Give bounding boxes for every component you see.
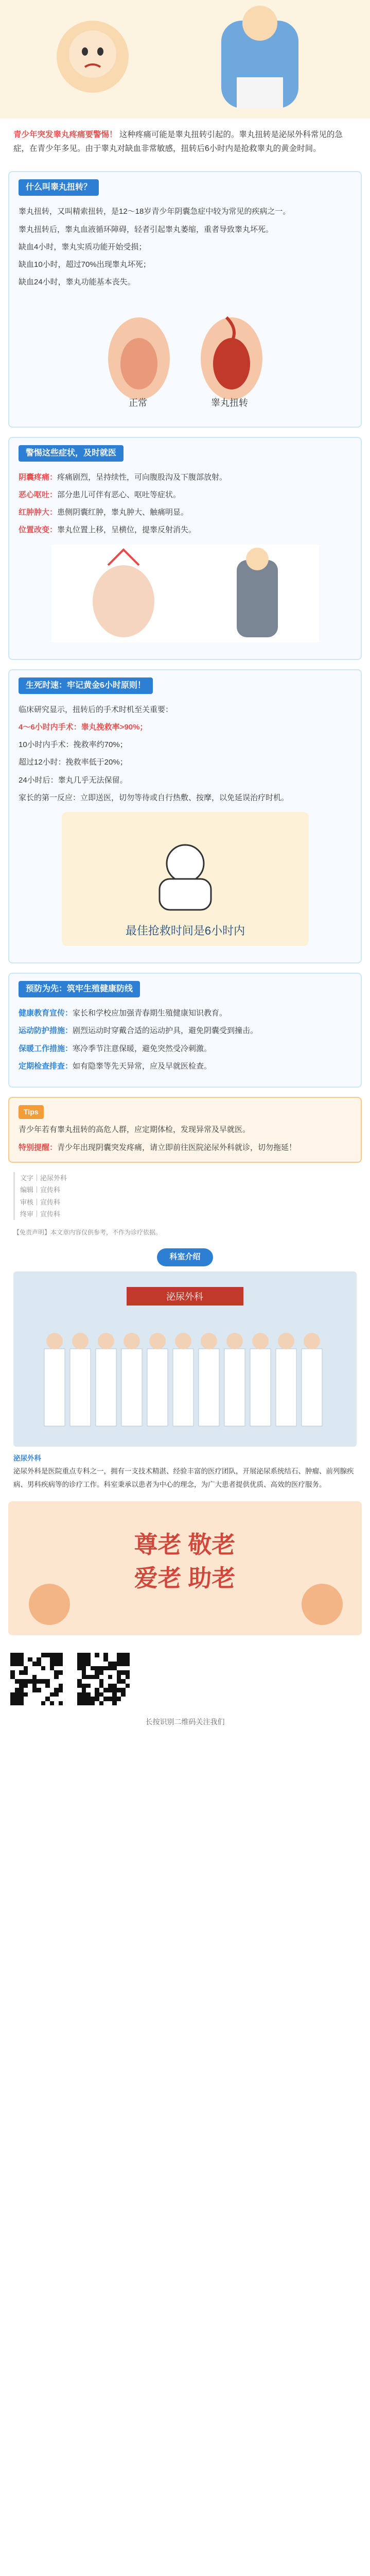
section-paragraph: 缺血24小时，睾丸功能基本丧失。 xyxy=(19,278,135,287)
qr-module xyxy=(86,1662,91,1666)
qr-module xyxy=(37,1679,41,1684)
article-credits xyxy=(13,1172,357,1221)
qr-module xyxy=(108,1697,113,1701)
qr-module xyxy=(59,1701,63,1706)
qr-module xyxy=(82,1657,86,1662)
qr-module xyxy=(10,1662,15,1666)
qr-module xyxy=(10,1675,15,1680)
qr-code[interactable] xyxy=(75,1651,132,1707)
poster-line2: 爱老 助老 xyxy=(134,1565,236,1592)
dept-header-label: 科室介绍 xyxy=(157,1248,213,1266)
qr-module xyxy=(82,1670,86,1675)
qr-module xyxy=(99,1666,104,1671)
intro-paragraph xyxy=(0,118,370,162)
section-paragraph: 睾丸扭转，又叫精索扭转，是12～18岁青少年阴囊急症中较为常见的疾病之一。 xyxy=(19,207,291,216)
diagram-label-torsion: 睾丸扭转 xyxy=(210,397,248,408)
qr-module xyxy=(54,1653,59,1657)
qr-module xyxy=(82,1697,86,1701)
qr-module xyxy=(19,1684,24,1688)
dept-name: 泌尿外科 xyxy=(13,1454,41,1462)
qr-module xyxy=(59,1662,63,1666)
dept-team-photo xyxy=(13,1272,357,1447)
section-paragraph: 4～6小时内手术：睾丸挽救率>90%； xyxy=(19,722,148,732)
qr-module xyxy=(77,1697,82,1701)
qr-module xyxy=(77,1692,82,1697)
qr-module xyxy=(19,1701,24,1706)
qr-module xyxy=(121,1662,126,1666)
qr-module xyxy=(19,1657,24,1662)
qr-module xyxy=(77,1666,82,1671)
qr-module xyxy=(117,1679,121,1684)
qr-module xyxy=(54,1692,59,1697)
qr-module xyxy=(10,1670,15,1675)
qr-module xyxy=(91,1666,95,1671)
qr-module xyxy=(19,1688,24,1692)
qr-module xyxy=(117,1657,121,1662)
qr-module xyxy=(24,1692,28,1697)
qr-module xyxy=(117,1688,121,1692)
prevention-item: 健康教育宣传：家长和学校应加强青春期生殖健康知识教育。 xyxy=(19,1009,227,1018)
qr-module xyxy=(103,1688,108,1692)
qr-module xyxy=(117,1670,121,1675)
qr-module xyxy=(15,1701,20,1706)
symptom-item: 恶心呕吐：部分患儿可伴有恶心、呕吐等症状。 xyxy=(19,490,181,499)
qr-module xyxy=(95,1666,99,1671)
tips-special: 特别提醒：青少年出现阴囊突发疼痛，请立即前往医院泌尿外科就诊，切勿拖延！ xyxy=(19,1143,297,1152)
qr-module xyxy=(15,1697,20,1701)
qr-module xyxy=(108,1688,113,1692)
prevention-item: 保暖工作措施：寒冷季节注意保暖，避免突然受冷刺激。 xyxy=(19,1044,212,1053)
qr-module xyxy=(54,1657,59,1662)
qr-module xyxy=(19,1692,24,1697)
qr-module xyxy=(112,1666,117,1671)
qr-module xyxy=(15,1692,20,1697)
qr-module xyxy=(32,1688,37,1692)
qr-module xyxy=(86,1701,91,1706)
qr-module xyxy=(19,1679,24,1684)
qr-module xyxy=(99,1670,104,1675)
credit-line: 终审｜宣传科 xyxy=(20,1210,61,1218)
qr-module xyxy=(45,1679,50,1684)
credit-line: 文字｜泌尿外科 xyxy=(20,1174,67,1182)
section-paragraph: 24小时后：睾丸几乎无法保留。 xyxy=(19,775,128,785)
qr-module xyxy=(24,1670,28,1675)
section-what-is xyxy=(8,171,362,427)
section-title: 预防为先：筑牢生殖健康防线 xyxy=(19,981,140,997)
dept-banner-text: 泌尿外科 xyxy=(166,1291,203,1302)
tips-box xyxy=(8,1097,362,1163)
dept-header xyxy=(8,1248,362,1266)
qr-module xyxy=(82,1675,86,1680)
qr-module xyxy=(15,1657,20,1662)
qr-module xyxy=(45,1653,50,1657)
qr-module xyxy=(77,1653,82,1657)
tips-text: 青少年若有睾丸扭转的高危人群，应定期体检，发现异常及早就医。 xyxy=(19,1125,251,1134)
qr-module xyxy=(126,1657,130,1662)
respect-elderly-poster xyxy=(8,1501,362,1635)
section-paragraph: 家长的第一反应：立即送医，切勿等待或自行热敷、按摩，以免延误治疗时机。 xyxy=(19,793,289,802)
qr-module xyxy=(99,1684,104,1688)
qr-module xyxy=(117,1662,121,1666)
qr-module xyxy=(112,1662,117,1666)
qr-module xyxy=(28,1679,32,1684)
qr-module xyxy=(95,1692,99,1697)
section-symptoms xyxy=(8,437,362,660)
qr-module xyxy=(126,1670,130,1675)
qr-module xyxy=(15,1679,20,1684)
qr-module xyxy=(91,1697,95,1701)
qr-module xyxy=(108,1666,113,1671)
qr-module xyxy=(28,1657,32,1662)
qr-module xyxy=(24,1679,28,1684)
qr-module xyxy=(15,1688,20,1692)
section-paragraph: 超过12小时：挽救率低于20%； xyxy=(19,758,128,767)
qr-module xyxy=(82,1653,86,1657)
section-paragraph: 临床研究显示，扭转后的手术时机至关重要： xyxy=(19,705,173,714)
qr-module xyxy=(121,1679,126,1684)
qr-module xyxy=(95,1688,99,1692)
qr-module xyxy=(126,1662,130,1666)
credit-line: 编辑｜宣传科 xyxy=(20,1186,61,1194)
qr-module xyxy=(99,1701,104,1706)
qr-module xyxy=(126,1684,130,1688)
qr-module xyxy=(82,1684,86,1688)
qr-module xyxy=(59,1688,63,1692)
qr-module xyxy=(32,1675,37,1680)
qr-module xyxy=(32,1684,37,1688)
qr-module xyxy=(126,1675,130,1680)
qr-module xyxy=(41,1666,46,1671)
qr-module xyxy=(32,1679,37,1684)
credit-line: 审核｜宣传科 xyxy=(20,1198,61,1206)
qr-code[interactable] xyxy=(8,1651,65,1707)
intro-text: 这种疼痛可能是睾丸扭转引起的。睾丸扭转是泌尿外科常见的急症，在青少年多见。由于睾丸对缺血非常敏感，扭转后6小时内是抢救睾丸的黄金时间。 xyxy=(13,130,343,154)
testis-diagram xyxy=(19,297,351,410)
qr-module xyxy=(45,1684,50,1688)
qr-module xyxy=(10,1657,15,1662)
qr-module xyxy=(77,1684,82,1688)
qr-module xyxy=(54,1688,59,1692)
section-title: 警惕这些症状，及时就医 xyxy=(19,445,124,462)
qr-module xyxy=(19,1670,24,1675)
qr-module xyxy=(77,1701,82,1706)
qr-module xyxy=(117,1697,121,1701)
symptom-item: 位置改变：睾丸位置上移，呈横位，提睾反射消失。 xyxy=(19,526,197,535)
qr-module xyxy=(121,1688,126,1692)
qr-module xyxy=(103,1657,108,1662)
symptom-item: 阴囊疼痛：疼痛剧烈，呈持续性，可向腹股沟及下腹部放射。 xyxy=(19,472,227,482)
qr-module xyxy=(19,1653,24,1657)
qr-module xyxy=(121,1692,126,1697)
qr-module xyxy=(112,1692,117,1697)
qr-module xyxy=(82,1692,86,1697)
qr-module xyxy=(54,1662,59,1666)
qr-module xyxy=(91,1675,95,1680)
qr-module xyxy=(41,1679,46,1684)
qr-module xyxy=(99,1679,104,1684)
qr-module xyxy=(112,1688,117,1692)
qr-module xyxy=(103,1666,108,1671)
prevention-item: 运动防护措施：剧烈运动时穿戴合适的运动护具，避免阴囊受到撞击。 xyxy=(19,1026,258,1036)
qr-module xyxy=(126,1653,130,1657)
qr-module xyxy=(86,1697,91,1701)
qr-module xyxy=(82,1666,86,1671)
qr-module xyxy=(82,1688,86,1692)
qr-module xyxy=(50,1653,55,1657)
qr-module xyxy=(95,1670,99,1675)
diagram-label-normal: 正常 xyxy=(128,397,147,408)
poster-line1: 尊老 敬老 xyxy=(134,1531,236,1558)
qr-module xyxy=(99,1692,104,1697)
intro-highlight: 青少年突发睾丸疼痛要警惕！ xyxy=(13,130,117,139)
qr-module xyxy=(24,1684,28,1688)
qr-module xyxy=(77,1657,82,1662)
qr-module xyxy=(95,1675,99,1680)
qr-module xyxy=(82,1701,86,1706)
qr-module xyxy=(108,1675,113,1680)
tips-tag: Tips xyxy=(19,1105,44,1119)
footer xyxy=(0,1646,370,1744)
qr-module xyxy=(37,1657,41,1662)
qr-module xyxy=(50,1692,55,1697)
qr-module xyxy=(121,1670,126,1675)
footer-caption: 长按识别二维码关注我们 xyxy=(145,1718,225,1726)
qr-module xyxy=(108,1684,113,1688)
disclaimer: 【免责声明】本文章内容仅供参考，不作为诊疗依据。 xyxy=(13,1229,162,1236)
qr-module xyxy=(59,1670,63,1675)
qr-module xyxy=(10,1701,15,1706)
qr-module xyxy=(77,1679,82,1684)
qr-module xyxy=(41,1701,46,1706)
qr-module xyxy=(86,1653,91,1657)
qr-module xyxy=(59,1653,63,1657)
qr-module xyxy=(10,1697,15,1701)
section-paragraph: 10小时内手术：挽救率约70%； xyxy=(19,740,128,749)
qr-module xyxy=(50,1701,55,1706)
qr-module xyxy=(10,1692,15,1697)
prevention-item: 定期检查排查：如有隐睾等先天异常，应及早就医检查。 xyxy=(19,1061,212,1071)
qr-module xyxy=(121,1653,126,1657)
qr-module xyxy=(77,1662,82,1666)
qr-module xyxy=(54,1675,59,1680)
qr-module xyxy=(19,1697,24,1701)
qr-module xyxy=(86,1675,91,1680)
qr-module xyxy=(95,1653,99,1657)
qr-module xyxy=(32,1662,37,1666)
section-title: 生死时速：牢记黄金6小时原则！ xyxy=(19,677,153,694)
qr-module xyxy=(86,1657,91,1662)
qr-module xyxy=(59,1684,63,1688)
qr-module xyxy=(37,1688,41,1692)
qr-module xyxy=(117,1675,121,1680)
section-golden-time xyxy=(8,669,362,964)
qr-module xyxy=(108,1662,113,1666)
qr-module xyxy=(95,1697,99,1701)
symptom-illustration xyxy=(19,545,351,642)
qr-module xyxy=(50,1662,55,1666)
qr-module xyxy=(15,1662,20,1666)
qr-module xyxy=(50,1666,55,1671)
qr-module xyxy=(91,1701,95,1706)
hero-illustration xyxy=(0,0,370,118)
qr-module xyxy=(103,1653,108,1657)
golden-time-illustration xyxy=(19,812,351,946)
qr-module xyxy=(103,1697,108,1701)
qr-module xyxy=(121,1657,126,1662)
qr-module xyxy=(45,1697,50,1701)
qr-module xyxy=(19,1662,24,1666)
qr-module xyxy=(82,1662,86,1666)
qr-module xyxy=(15,1653,20,1657)
dept-text: 泌尿外科是医院重点专科之一，拥有一支技术精湛、经验丰富的医疗团队，开展泌尿系统结石、肿瘤、前列腺疾病、男科疾病等的诊疗工作。科室秉承以患者为中心的理念，为广大患者提供优质、高效的医疗服务。 xyxy=(13,1467,354,1488)
section-paragraph: 缺血10小时，超过70%出现睾丸坏死； xyxy=(19,260,151,269)
qr-module xyxy=(112,1701,117,1706)
dept-description xyxy=(13,1452,357,1492)
qr-module xyxy=(50,1657,55,1662)
qr-module xyxy=(54,1670,59,1675)
qr-module xyxy=(41,1653,46,1657)
section-paragraph: 睾丸扭转后，睾丸血液循环障碍，轻者引起睾丸萎缩，重者导致睾丸坏死。 xyxy=(19,225,274,234)
symptom-item: 红肿肿大：患侧阴囊红肿，睾丸肿大、触痛明显。 xyxy=(19,508,189,517)
qr-module xyxy=(112,1684,117,1688)
section-paragraph: 缺血4小时，睾丸实质功能开始受损； xyxy=(19,242,147,251)
qr-module xyxy=(86,1692,91,1697)
section-title: 什么叫睾丸扭转？ xyxy=(19,179,99,196)
qr-module xyxy=(37,1662,41,1666)
golden-time-caption: 最佳抢救时间是6小时内 xyxy=(125,924,245,937)
qr-module xyxy=(112,1697,117,1701)
qr-module xyxy=(117,1653,121,1657)
qr-module xyxy=(24,1666,28,1671)
qr-module xyxy=(59,1657,63,1662)
section-prevention xyxy=(8,973,362,1088)
qr-module xyxy=(86,1684,91,1688)
qr-module xyxy=(10,1653,15,1657)
